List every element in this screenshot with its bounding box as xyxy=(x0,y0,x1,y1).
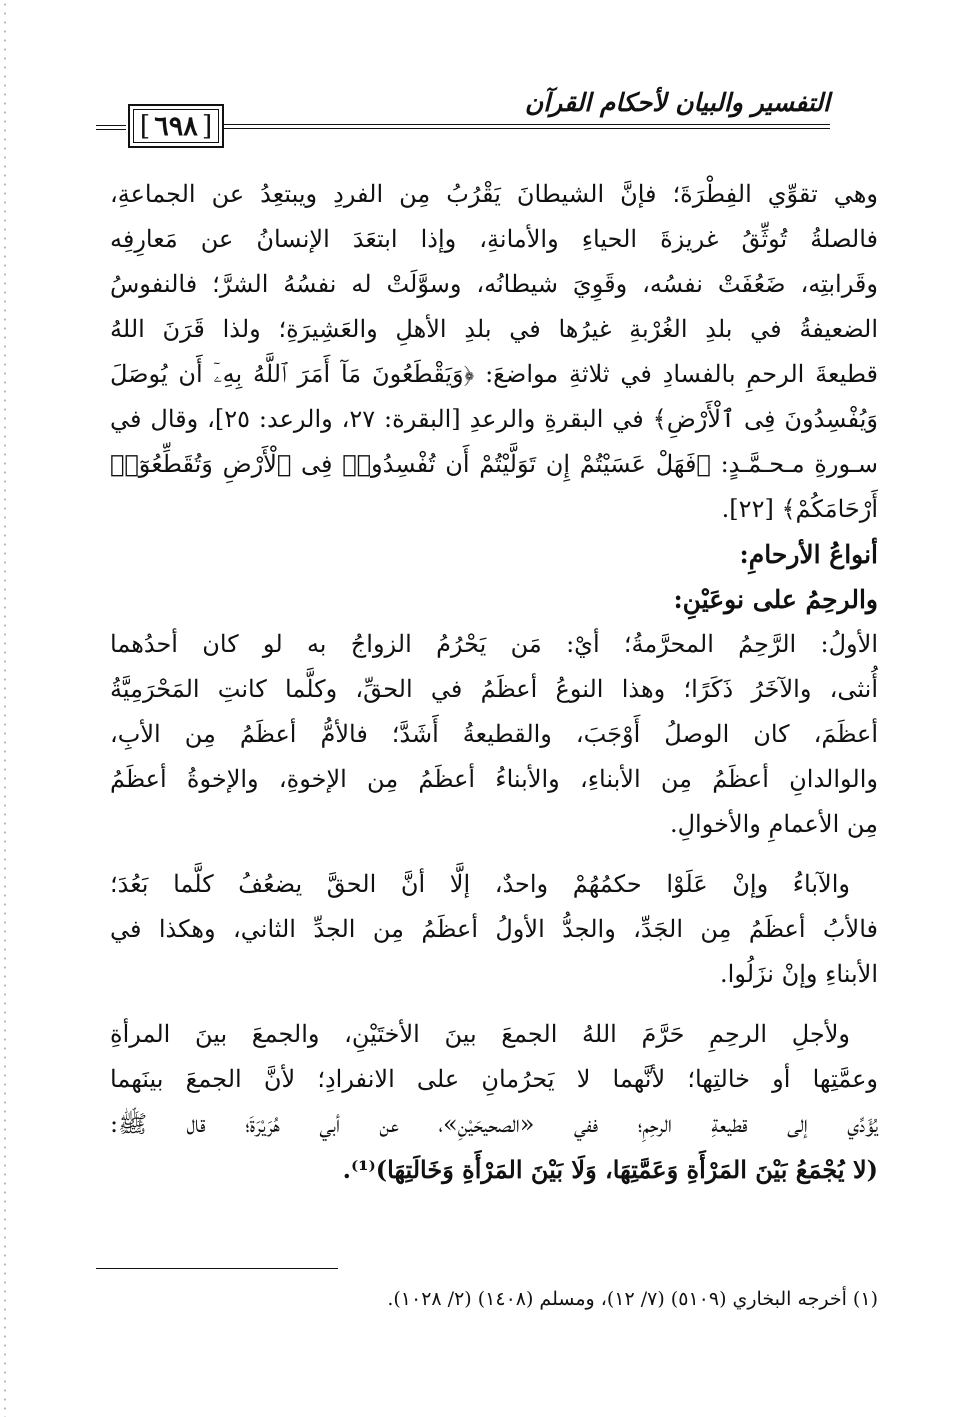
page-number-box xyxy=(128,104,224,148)
text-line: أعظَمَ، كان الوصلُ أَوْجَبَ، والقطيعةُ أَشَدَّ؛ فالأمُّ أعظَمُ مِن الأبِ، xyxy=(110,720,878,748)
paragraph-1 xyxy=(110,172,878,532)
text-line: أُنثى، والآخَرُ ذَكَرًا؛ وهذا النوعُ أعظَمُ في الحقِّ، وكلَّما كانتِ المَحْرَمِيَّةُ xyxy=(110,675,878,703)
text-line: الأبناءِ وإنْ نزَلُوا. xyxy=(720,960,878,988)
page-header xyxy=(96,88,830,154)
subsection-heading: والرحِمُ على نوعَيْنِ: xyxy=(673,585,878,614)
text-line: قطيعةَ الرحمِ بالفسادِ في ثلاثةِ مواضعَ: ﴿وَيَقْطَعُونَ مَآ أَمَرَ ٱللَّهُ بِهِۦٓ أَن يُوصَلَ xyxy=(110,360,878,388)
text-line: وَيُفْسِدُونَ فِى ٱلْأَرْضِ﴾ في البقرةِ والرعدِ [البقرة: ٢٧، والرعد: ٢٥]، وقال في xyxy=(110,405,878,433)
text-line: وهي تقوِّي الفِطْرَةَ؛ فإنَّ الشيطانَ يَقْرُبُ مِن الفردِ ويبتعِدُ عن الجماعةِ، xyxy=(110,180,878,208)
bracket-right: [ xyxy=(201,110,213,142)
text-line: سـورةِ مـحـمَّـدٍ: ﴿فَهَلْ عَسَيْتُمْ إِن تَوَلَّيْتُمْ أَن تُفْسِدُوا۟ فِى ٱلْأَرْضِ وَتُقَطِّعُوٓا۟ xyxy=(110,450,878,478)
bracket-left: ] xyxy=(139,110,151,142)
section-heading: أنواعُ الأرحامِ: xyxy=(739,540,878,569)
text-line: وقَرابتِه، ضَعُفَتْ نفسُه، وقَوِيَ شيطانُه، وسوَّلَتْ له نفسُهُ الشرَّ؛ فالنفوسُ xyxy=(110,270,878,298)
text-line: يُؤَدِّي إلى قطيعةِ الرحِمِ؛ ففي «الصحيحَيْنِ»، عن أبي هُرَيْرَةَ؛ قال ﷺ: xyxy=(110,1110,878,1138)
text-line: والآباءُ وإنْ عَلَوْا حكمُهُمْ واحدٌ، إلَّا أنَّ الحقَّ يضعُفُ كلَّما بَعُدَ؛ xyxy=(110,870,850,898)
paragraph-3 xyxy=(110,862,878,997)
text-line: الضعيفةُ في بلدِ الغُرْبةِ غيرُها في بلدِ الأهلِ والعَشِيرَةِ؛ ولذا قَرَنَ اللهُ xyxy=(110,315,878,343)
scan-edge-dots xyxy=(3,0,7,1417)
page-number: ٦٩٨ xyxy=(154,110,198,142)
text-line: وعمَّتِها أو خالتِها؛ لأنَّهما لا يَحرُمانِ على الانفرادِ؛ لأنَّ الجمعَ بينَهما xyxy=(110,1065,878,1093)
paragraph-4 xyxy=(110,1012,878,1192)
footnote: (١) أخرجه البخاري (٥١٠٩) (٧/ ١٢)، ومسلم (١٤٠٨) (٢/ ١٠٢٨). xyxy=(387,1288,878,1310)
hadith-line: (لا يُجْمَعُ بَيْنَ المَرْأَةِ وَعَمَّتِهَا، وَلَا بَيْنَ المَرْأَةِ وَخَالَتِهَا)⁽¹⁾. xyxy=(342,1155,878,1184)
text-line: الأولُ: الرَّحِمُ المحرَّمةُ؛ أيْ: مَن يَحْرُمُ الزواجُ به لو كان أحدُهما xyxy=(110,630,878,658)
text-line: أَرْحَامَكُمْ﴾ [٢٢]. xyxy=(721,495,878,523)
text-line: مِن الأعمامِ والأخوالِ. xyxy=(669,810,878,838)
text-line: فالصلةُ تُوثِّقُ غريزةَ الحياءِ والأمانةِ، وإذا ابتعَدَ الإنسانُ عن مَعارِفِه xyxy=(110,225,878,253)
page-body xyxy=(110,172,878,1192)
text-line: فالأبُ أعظَمُ مِن الجَدِّ، والجدُّ الأولُ أعظَمُ مِن الجدِّ الثاني، وهكذا في xyxy=(110,915,878,943)
footnote-separator xyxy=(96,1268,338,1269)
paragraph-2 xyxy=(110,622,878,847)
book-title: التفسير والبيان لأحكام القرآن xyxy=(524,88,830,117)
header-rule xyxy=(194,124,830,129)
text-line: والوالدانِ أعظَمُ مِن الأبناءِ، والأبناءُ أعظَمُ مِن الإخوةِ، والإخوةُ أعظَمُ xyxy=(110,765,878,793)
text-line: ولأجلِ الرحِمِ حَرَّمَ اللهُ الجمعَ بينَ الأختَيْنِ، والجمعَ بينَ المرأةِ xyxy=(110,1020,850,1048)
header-left-rule xyxy=(96,125,126,130)
